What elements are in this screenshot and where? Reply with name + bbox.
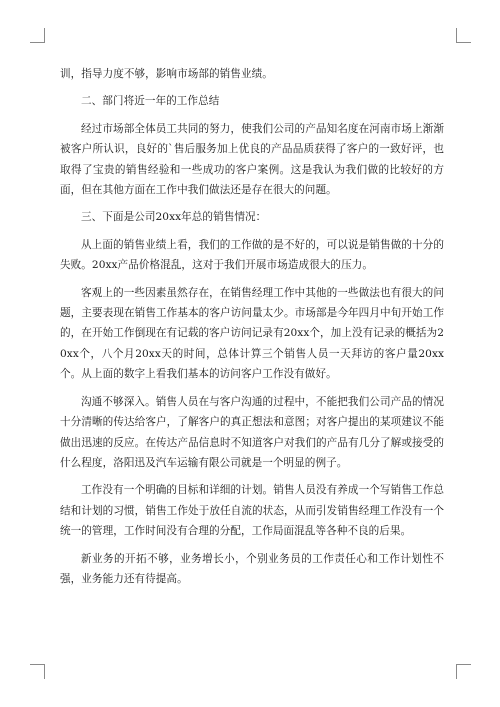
document-body — [60, 64, 444, 596]
crop-mark-top-right — [456, 28, 471, 43]
paragraph: 经过市场部全体员工共同的努力，使我们公司的产品知名度在河南市场上渐渐被客户所认识，良好的`售后服务加上优良的产品品质获得了客户的一致好评，也取得了宝贵的销售经验和一些成功的客户案例。这是我认为我们做的比较好的方面，但在其他方面在工作中我们做法还是存在很大的问题。 — [60, 122, 444, 197]
crop-mark-bottom-left — [30, 664, 45, 679]
paragraph: 从上面的销售业绩上看，我们的工作做的是不好的，可以说是销售做的十分的失败。20xx产品价格混乱，这对于我们开展市场造成很大的压力。 — [60, 238, 444, 272]
crop-mark-bottom-right — [456, 664, 471, 679]
crop-mark-top-left — [30, 28, 45, 43]
section-heading-annual-summary: 二、部门将近一年的工作总结 — [81, 95, 220, 108]
paragraph: 新业务的开拓不够，业务增长小，个别业务员的工作责任心和工作计划性不强，业务能力还有待提高。 — [60, 552, 444, 585]
paragraph: 工作没有一个明确的目标和详细的计划。销售人员没有养成一个写销售工作总结和计划的习惯，销售工作处于放任自流的状态，从而引发销售经理工作没有一个统一的管理，工作时间没有合理的分配，工作局面混乱等各种不良的后果。 — [60, 484, 444, 538]
paragraph: 客观上的一些因素虽然存在，在销售经理工作中其他的一些做法也有很大的问题，主要表现在销售工作基本的客户访问量太少。市场部是今年四月中旬开始工作的，在开始工作倒现在有记载的客户访问记录有20xx个，加上没有记录的概括为20xx个，八个月20xx天的时间，总体计算三个销售人员一天拜访的客户量20xx个。从上面的数字上看我们基本的访问客户工作没有做好。 — [60, 286, 444, 381]
section-heading-sales-situation: 三、下面是公司20xx年总的销售情况： — [81, 211, 267, 224]
paragraph: 沟通不够深入。销售人员在与客户沟通的过程中，不能把我们公司产品的情况十分清晰的传达给客户，了解客户的真正想法和意图；对客户提出的某项建议不能做出迅速的反应。在传达产品信息时不知道客户对我们的产品有几分了解或接受的什么程度，洛阳迅及汽车运输有限公司就是一个明显的例子。 — [60, 395, 444, 469]
paragraph-continued: 训，指导力度不够，影响市场部的销售业绩。 — [60, 68, 273, 80]
